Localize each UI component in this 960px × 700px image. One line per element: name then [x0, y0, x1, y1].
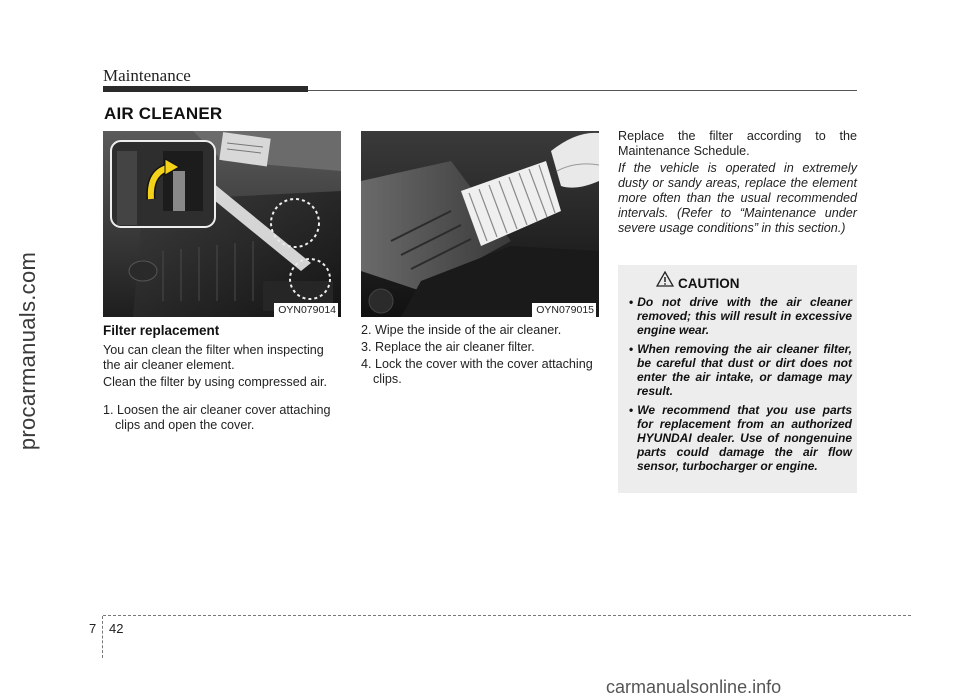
figure-air-cleaner-clip — [103, 131, 341, 317]
header-rule — [308, 90, 857, 91]
footer-divider — [102, 616, 103, 658]
footer-rule — [103, 615, 911, 616]
schedule-paragraph: Replace the filter according to the Maintenance Schedule. — [618, 129, 857, 158]
caution-title: CAUTION — [678, 276, 740, 291]
air-filter-removal-photo-icon — [361, 131, 599, 317]
page-title: AIR CLEANER — [104, 104, 223, 123]
caution-item: • Do not drive with the air cleaner removed; this will result in excessive engine wear. — [626, 295, 852, 337]
figure-air-filter-removal — [361, 131, 599, 317]
step-1: 1. Loosen the air cleaner cover attaching clips and open the cover. — [103, 403, 331, 432]
section-label: Maintenance — [103, 66, 191, 85]
caution-item: • We recommend that you use parts for replacement from an authorized HYUNDAI dealer. Use of nongenuine parts could damage the air flow sensor, turbocharger or engine. — [626, 403, 852, 473]
column1-text — [103, 343, 343, 433]
caution-box — [618, 265, 857, 493]
figure-code: OYN079015 — [532, 303, 596, 317]
step-3: 3. Replace the air cleaner filter. — [361, 340, 535, 354]
column2-text — [361, 323, 601, 387]
air-cleaner-clip-photo-icon — [103, 131, 341, 317]
chapter-number: 7 — [89, 621, 97, 636]
severe-usage-note: If the vehicle is operated in extremely dusty or sandy areas, replace the element more often than the usual recommended intervals. (Refer to “Maintenance under severe usage conditions” in this section.) — [618, 161, 857, 235]
header-bar — [103, 86, 308, 92]
caution-list — [626, 295, 852, 478]
bottom-watermark: carmanualsonline.info — [606, 677, 782, 697]
column3-text — [618, 129, 857, 236]
compressed-air-paragraph: Clean the filter by using compressed air. — [103, 375, 327, 389]
caution-item: • When removing the air cleaner filter, be careful that dust or dirt does not enter the air intake, or damage may result. — [626, 342, 852, 398]
step-4: 4. Lock the cover with the cover attaching clips. — [361, 357, 593, 386]
inspection-paragraph: You can clean the filter when inspecting the air cleaner element. — [103, 343, 324, 372]
page-number: 42 — [109, 621, 124, 636]
step-2: 2. Wipe the inside of the air cleaner. — [361, 323, 562, 337]
figure-code: OYN079014 — [274, 303, 338, 317]
side-watermark: procarmanuals.com — [15, 251, 40, 451]
filter-replacement-heading: Filter replacement — [103, 323, 220, 338]
warning-triangle-icon — [656, 271, 674, 287]
